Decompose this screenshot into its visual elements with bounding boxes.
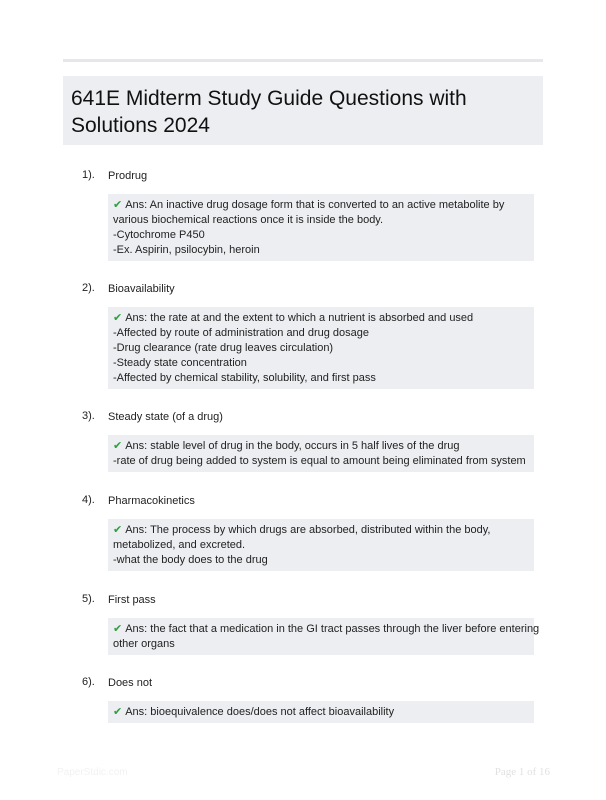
answer-line (113, 310, 528, 326)
answer-text: Ans: the rate at and the extent to which a nutrient is absorbed and used (125, 312, 474, 324)
question-number: 6). (82, 676, 95, 688)
answer-text: Ans: An inactive drug dosage form that is converted to an active metabolite by (125, 199, 505, 211)
question-text: First pass (108, 594, 156, 606)
title-line-2: Solutions 2024 (71, 114, 210, 137)
answer-text: other organs (113, 638, 175, 650)
check-icon: ✔ (113, 439, 123, 452)
answer-text: -what the body does to the drug (113, 554, 268, 566)
answer-text: -Affected by chemical stability, solubility, and first pass (113, 372, 376, 384)
answer-text: -Steady state concentration (113, 357, 247, 369)
check-icon: ✔ (113, 622, 123, 635)
answer-line (113, 228, 528, 243)
question-number: 1). (82, 169, 95, 181)
answer-line (113, 704, 528, 720)
footer-watermark: PaperStdic.com (57, 767, 128, 778)
question-number: 4). (82, 494, 95, 506)
answer-line (113, 522, 528, 538)
answer-box (108, 519, 534, 571)
question-number: 3). (82, 410, 95, 422)
answer-line (113, 637, 528, 652)
answer-box (108, 701, 534, 723)
answer-text: Ans: bioequivalence does/does not affect bioavailability (125, 706, 395, 718)
check-icon: ✔ (113, 523, 123, 536)
check-icon: ✔ (113, 705, 123, 718)
question-number: 5). (82, 593, 95, 605)
page-title (71, 85, 535, 139)
answer-text: -Cytochrome P450 (113, 229, 205, 241)
page-indicator: Page 1 of 16 (494, 766, 550, 778)
question-text: Does not (108, 677, 153, 689)
answer-text: -Affected by route of administration and drug dosage (113, 327, 370, 339)
question-text: Pharmacokinetics (108, 495, 195, 507)
answer-line (113, 454, 528, 469)
answer-line (113, 197, 528, 213)
answer-line (113, 621, 540, 637)
answer-text: -Drug clearance (rate drug leaves circulation) (113, 342, 334, 354)
question-text: Steady state (of a drug) (108, 411, 223, 423)
answer-line (113, 356, 528, 371)
answer-line (113, 326, 528, 341)
answer-text: metabolized, and excreted. (113, 539, 246, 551)
answer-text: -Ex. Aspirin, psilocybin, heroin (113, 244, 260, 256)
question-text: Bioavailability (108, 283, 175, 295)
answer-line (113, 213, 528, 228)
answer-line (113, 371, 528, 386)
answer-line (113, 341, 528, 356)
answer-line (113, 553, 528, 568)
check-icon: ✔ (113, 198, 123, 211)
answer-box (108, 618, 540, 655)
answer-box (108, 435, 534, 472)
answer-text: Ans: The process by which drugs are absorbed, distributed within the body, (125, 524, 491, 536)
title-line-1: 641E Midterm Study Guide Questions with (71, 87, 467, 110)
answer-text: Ans: stable level of drug in the body, occurs in 5 half lives of the drug (125, 440, 460, 452)
top-divider (63, 59, 543, 62)
answer-text: various biochemical reactions once it is inside the body. (113, 214, 384, 226)
question-text: Prodrug (108, 170, 148, 182)
answer-line (113, 538, 528, 553)
answer-text: -rate of drug being added to system is equal to amount being eliminated from system (113, 455, 526, 467)
question-number: 2). (82, 282, 95, 294)
answer-box (108, 194, 534, 261)
check-icon: ✔ (113, 311, 123, 324)
answer-box (108, 307, 534, 389)
title-banner (63, 76, 543, 145)
answer-text: Ans: the fact that a medication in the GI tract passes through the liver before entering (125, 623, 540, 635)
answer-line (113, 243, 528, 258)
answer-line (113, 438, 528, 454)
